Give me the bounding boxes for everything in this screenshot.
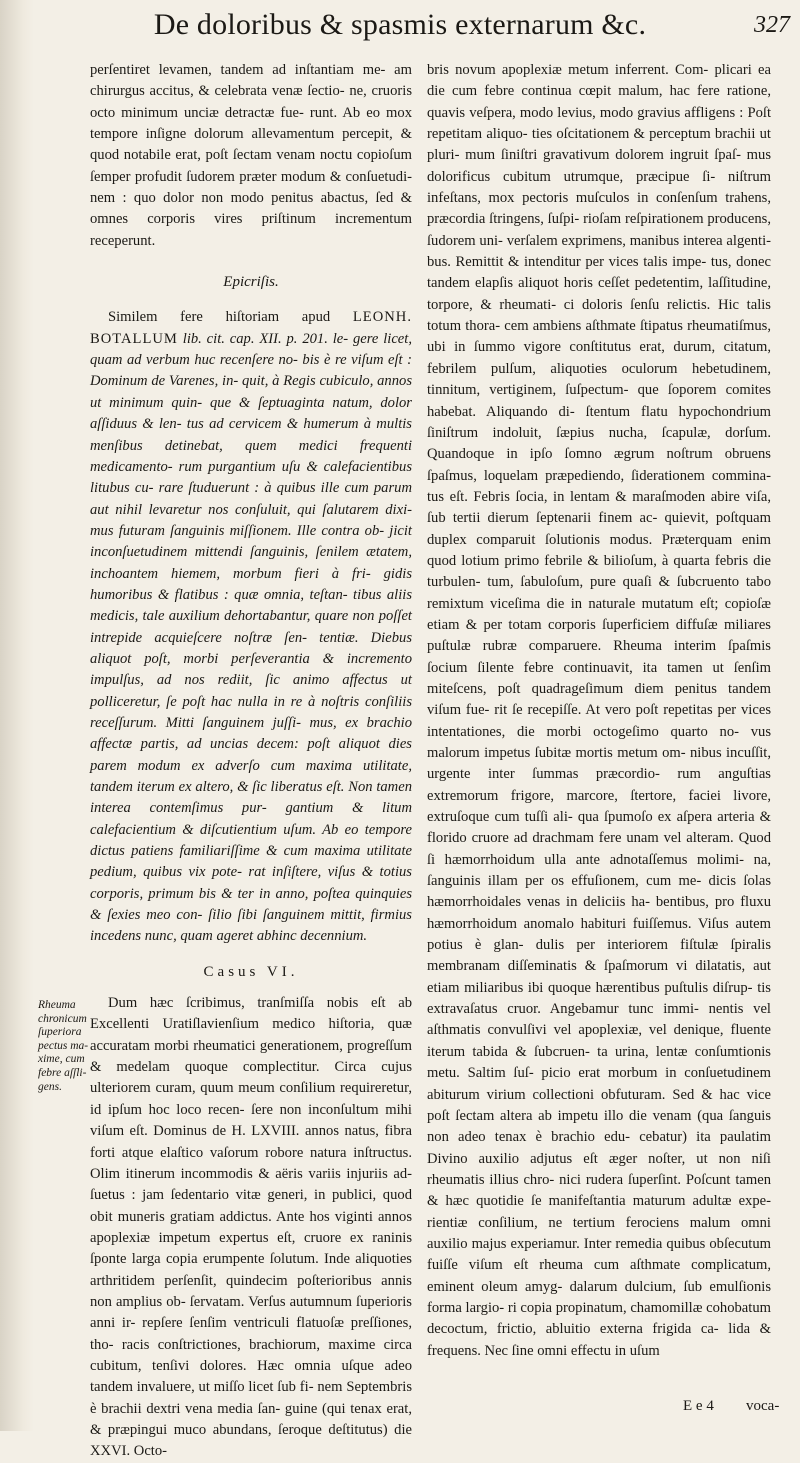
author-name: LEONH. BOTALLUM — [90, 309, 412, 347]
page-gutter-shadow — [0, 0, 34, 1431]
margin-note-line: ſuperiora — [38, 1026, 82, 1039]
signature-mark: E e 4 — [683, 1398, 714, 1414]
left-column — [90, 60, 412, 1463]
catchword: voca- — [746, 1398, 780, 1414]
margin-note-line: chronicum — [38, 1012, 87, 1025]
margin-note — [38, 999, 90, 1094]
running-title: De doloribus & spasmis externarum &c. — [153, 8, 647, 41]
casus-heading: Casus VI. — [203, 963, 299, 980]
paragraph-continuation: perſentiret levamen, tandem ad inſtantiam me- am chirurgus accitus, & celebrata venæ ſectio- ne, cruoris octo minimum unciæ detractæ fue- runt. Ab eo mox tempore inſigne dolorum allevamentum percepit, & quod notabile erat, poſt ſectam venam noctu copioſum ſemper profudit ſudorem præter modum & conſuetudi- nem : quo dolor non modo penitus abactus, ſed & omnes corporis vires priſtinum incrementum receperunt. — [90, 62, 412, 249]
paragraph-botallus — [90, 307, 412, 947]
page-number: 327 — [754, 12, 790, 38]
quotation: Dominum de Varenes, in- quit, à Regis cubiculo, annos ut minimum quin- que & ſeptuaginta natum, dolor aſſiduus & len- tus ad cervicem & humerum à multis menſibus detinebat, quem medici frequenti medicamento- rum purgantium uſu & calefacientibus litubus cu- rare ſtuduerunt : à quibus ille cum parum aut nihil levaretur nos conſuluit, qui ſalutarem dixi- mus futuram ſanguinis miſſionem. Ille contra ob- jicit inconſuetudinem mittendi ſanguinis, ſenilem ætatem, inchoantem hiemem, morbum fieri à fri- gidis humoribus & flatibus : quæ omnia, teſtan- tibus aliis medicis, tale auxilium dehortabantur, quare non poſſet intrepide acquieſcere noſtræ ſen- tentiæ. Diebus aliquot poſt, morbi perſeverantia & incremento impulſus, ad nos rediit, ſic animo affectus ut polliceretur, ſe poſt hac nulla in re à noſtris conſiliis receſſurum. Mitti ſanguinem juſſi- mus, ex brachio affectæ partis, ad uncias decem: poſt aliquot dies parem modum ex adverſo cum maxima utilitate, tandem iterum ex altero, & ſic liberatus eſt. Non tamen interea contemſimus pur- gantium & litum calefacientium & diſcutientium uſum. Ab eo tempore dictus patiens familiariſſime & cum maxima utilitate pedium, quibus vix pote- rat inſiſtere, viſus & totius corporis, primum bis & ter in anno, poſtea quinquies & ſexies meo con- ſilio ſibi ſanguinem mittit, firmius incedens nunc, quam ageret abhinc decennium. — [90, 373, 412, 945]
margin-note-line: febre aſſli- — [38, 1066, 87, 1079]
epicrisis-heading: Epicriſis. — [223, 274, 279, 291]
running-header — [60, 8, 790, 58]
margin-note-line: pectus ma- — [38, 1039, 89, 1052]
paragraph-casus-vi: Dum hæc ſcribimus, tranſmiſſa nobis eſt ab Excellenti Uratiſlavienſium medico hiſtoria, quæ accuratam morbi rheumatici generationem, progreſſum & medelam quoque complectitur. Circa cujus ulteriorem curam, quum meum conſilium requireretur, id ipſum hoc loco recen- ſere non inconſultum mihi viſum eſt. Dominus de H. LXVIII. annos natus, fibra forti atque elaſtico vaſorum robore natura inſtructus. Olim itinerum incommodis & aëris variis injuriis ad- ſuetus : jam ſedentario vitæ generi, in publici, quod obit muneris gratiam addictus. Ante hos viginti annos apoplexiæ impetum expertus eſt, cruore ex raninis ſponte larga copia erumpente ſolutum. Inde aliquoties arthritidem perſenſit, quindecim poſterioribus annis non amplius ob- ſervatam. Verſus autumnum ſuperioris anni ir- repſere ſenſim ventriculi flatuoſæ preſſiones, tho- racis conſtrictiones, brachiorum, maxime circa cubitum, tenſivi dolores. Hæc omnia uſque adeo tandem invaluere, ut miſſo licet ſub fi- nem Septembris è brachii dextri vena media ſan- guine (qui tenax erat, & præpingui muco abundans, ſeroque deſtitutus) die XXVI. Octo- — [90, 995, 412, 1460]
paragraph-case-continuation: bris novum apoplexiæ metum inferrent. Com- plicari ea die cum febre continua cœpit malum, hac fere ratione, quavis veſpera, modo levius, modo gravius affligens : Poſt repetitam aliquo- ties oſcitationem & perceptum brachii ut pluri- mum ſiniſtri gravativum dolorem ingruit ſpaſ- mus dolorificus cubitum utrumque, præcipue ſi- niſtrum infeſtans, mox pectoris muſculos in conſenſum trahens, præcordia ſtringens, ſuſpi- rioſam reſpirationem producens, ſudorem uni- verſalem exprimens, manibus interea algenti- bus. Remittit & intenditur per vices talis impe- tus, donec tandem elapſis aliquot horis ceſſet pedetentim, laſſitudine, torpore, & rheumati- ci doloris ſenſu relictis. Hic talis totum thora- cem ambiens aſthmate ſtipatus rheumatiſmus, ubi in ſummo vigore conſtitutus erat, durum, citatum, febrilem pulſum, aliquoties oculorum hebetudinem, tinnitum, vertiginem, ſuſpectum- que ſoporem comites habebat. Aliquando di- ſtentum flatu hypochondrium ſiniſtrum indoluit, ſæpius nucha, ſcapulæ, dorſum. Quandoque in ipſo ſomno ægrum noſtrum obruens ſpaſmus, loquelam præpediendo, ſiderationem commina- tus eſt. Febris ſocia, in lentam & maraſmoden abire viſa, ſub tertii dierum ſeptenarii finem ac- quievit, poſtquam duplex comparuit ſolutionis modus. Præterquam enim quod lotium primo febrile & bilioſum, à quarta febris die turbulen- tum, ſabuloſum, pure quaſi & ſubcruento tabo remixtum viceſima die in naturale mutatum eſt; copioſæ etiam & per totam corporis ſuperficiem diffuſæ miliares puſtulæ rubræ comparuere. Rheuma interim ſpaſmis ſocium ſilente febre continuavit, ita tamen ut ſenſim miteſcens, poſt quadrageſimum diem penitus tandem viſum fue- rit ſe recepiſſe. At vero poſt repetitas per vices intentationes, die morbi octogeſimo quarto no- vus malorum impetus ſubitæ mortis metum om- nibus incuſſit, urgente inter ſummas præcordio- rum anguſtias extremorum frigore, marcore, ſtertore, faciei livore, extruſoque cum tuſſi ali- qua ſpumoſo ex aſpera arteria & florido cruore ad drachmam fere unam vel alteram. Quod ſi hæmorrhoidum ulla ante adnotaſſemus molimi- na, ſanguinis illam per os effuſionem, cum me- dicis ſolas hæmorrhoidales venas in deliciis ha- bentibus, pro fluxu hæmorrhoidum anomalo habituri fuiſſemus. Viſus autem potius è glan- dulis per interiorem fiſtulæ ſpiralis membranam diſſeminatis & ſpaſmorum vi dilatatis, aut etiam miliaribus ibi quoque hærentibus puſtulis diſrup- tis extravaſatus cruor. Angebamur tunc immi- nentis vel aſthmatis convulſivi vel apoplexiæ, vel denique, fluente iterum tabida & ſubcruen- ta urina, lentæ conſumtionis metu. Saltim ſuſ- picio erat morbum in conſuetudinem abiturum virium collectioni obfuturam. Sed & hac vice poſt ſectam altera ab impetu illo die venam (qua ſanguis non adeo tenax è brachio edu- cebatur) ita paulatim Divino auxilio adjutus eſt æger noſter, ut non niſi rheumatis illius chro- nici rudera ſuperſint. Poſcunt tamen & hæc quotidie ſe manifeſtantia maturum adultæ expe- rientiæ conſilium, ne tertium ferociens malum omni auxilio majus experiamur. Inter remedia quibus obſecutum fuiſſe viſum eſt rheuma cum aſthmate complicatum, eminent oleum amyg- dalarum dulcium, ſub emulſionis forma largio- ri copia propinatum, chamomillæ cohobatum decoctum, frictio, abluitio externa frigida ca- lida & frequens. Nec ſine omni effectu in uſum — [427, 62, 771, 1359]
citation: lib. cit. cap. XII. p. 201. le- gere licet, quam ad verbum huc recenſere no- bis è re viſum eſt : — [90, 330, 412, 369]
margin-note-line: gens. — [38, 1080, 62, 1093]
margin-note-line: Rheuma — [38, 999, 76, 1011]
text-run: Similem fere hiſtoriam apud — [108, 309, 353, 326]
right-column — [427, 60, 771, 1362]
margin-note-line: xime, cum — [38, 1053, 85, 1066]
